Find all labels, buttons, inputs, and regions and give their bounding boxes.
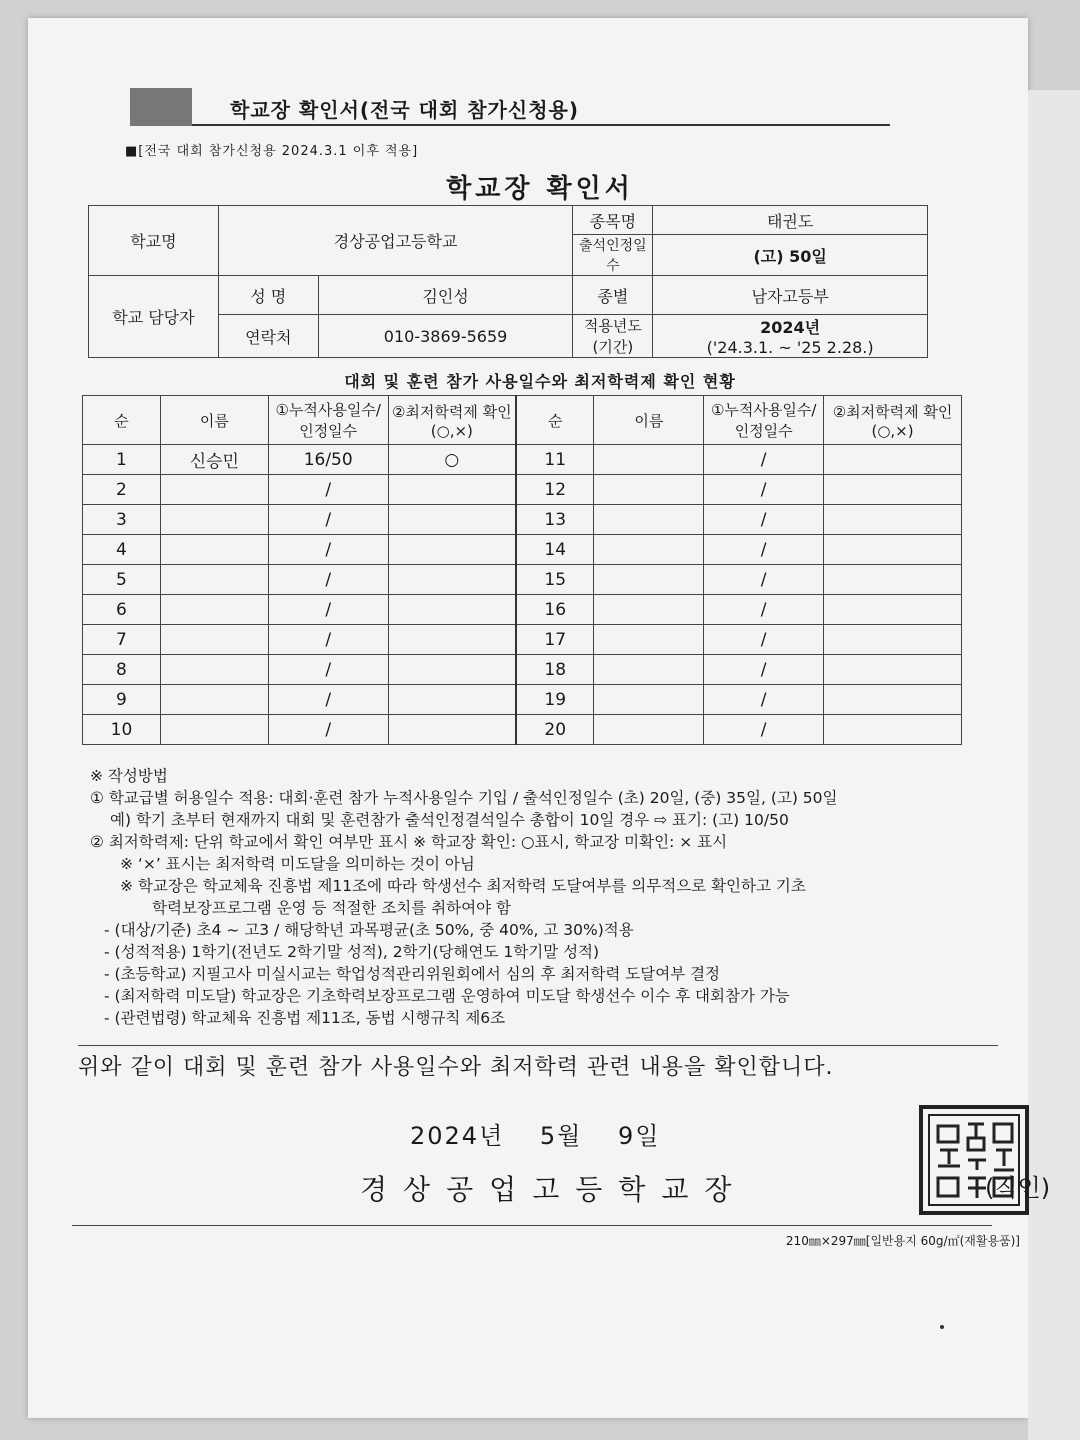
min-check-cell: [824, 625, 962, 655]
used-days-cell: 16/50: [268, 445, 388, 475]
school-name-value: 경상공업고등학교: [218, 206, 573, 276]
row-number-cell: 18: [516, 655, 594, 685]
paper-spec: 210㎜×297㎜[일반용지 60g/㎡(재활용품)]: [785, 1234, 1020, 1248]
used-days-cell: /: [268, 595, 388, 625]
row-number-cell: 9: [83, 685, 161, 715]
min-check-cell: [388, 535, 516, 565]
min-check-cell: [824, 685, 962, 715]
table-row: [83, 715, 962, 745]
header-no-left: 순: [83, 396, 161, 445]
used-days-cell: /: [268, 535, 388, 565]
sport-label: 종목명: [573, 206, 653, 235]
row-number-cell: 11: [516, 445, 594, 475]
min-check-cell: [824, 595, 962, 625]
used-days-cell: /: [268, 715, 388, 745]
note-heading: ※ 작성방법: [90, 767, 168, 785]
table-row: [83, 505, 962, 535]
category-label: 종별: [573, 276, 653, 315]
school-name-label: 학교명: [89, 206, 219, 276]
min-check-cell: [388, 595, 516, 625]
row-number-cell: 5: [83, 565, 161, 595]
used-days-cell: /: [704, 685, 824, 715]
name-label: 성 명: [218, 276, 318, 315]
student-name-cell: [594, 655, 704, 685]
used-days-cell: /: [704, 655, 824, 685]
min-check-cell: [824, 565, 962, 595]
confirmation-statement: 위와 같이 대회 및 훈련 참가 사용일수와 최저학력 관련 내용을 확인합니다.: [78, 1045, 998, 1081]
student-name-cell: [594, 685, 704, 715]
row-number-cell: 19: [516, 685, 594, 715]
date-day: 9일: [618, 1122, 661, 1150]
note-item: - (성적적용) 1학기(전년도 2학기말 성적), 2학기(당해연도 1학기말 성적): [104, 943, 600, 961]
student-name-cell: [594, 565, 704, 595]
paper-mark: [940, 1325, 944, 1329]
applicability-note: ■[전국 대회 참가신청용 2024.3.1 이후 적용]: [125, 144, 419, 159]
seal-label: (직인): [985, 1174, 1051, 1202]
info-table: [88, 205, 928, 358]
used-days-cell: /: [704, 625, 824, 655]
note-item: ① 학교급별 허용일수 적용: 대회·훈련 참가 누적사용일수 기입 / 출석인정일수 (초) 20일, (중) 35일, (고) 50일: [90, 789, 838, 807]
header-days-right: ①누적사용일수/인정일수: [704, 396, 824, 445]
table-row: [83, 655, 962, 685]
row-number-cell: 16: [516, 595, 594, 625]
row-number-cell: 13: [516, 505, 594, 535]
table-header-row: [83, 396, 962, 445]
row-number-cell: 8: [83, 655, 161, 685]
instructions: [90, 765, 990, 1029]
used-days-cell: /: [704, 505, 824, 535]
used-days-cell: /: [268, 625, 388, 655]
attendance-value: (고) 50일: [653, 235, 928, 276]
min-check-cell: [388, 655, 516, 685]
header-days-left: ①누적사용일수/인정일수: [268, 396, 388, 445]
header-bar: [130, 88, 890, 126]
note-item: ※ ‘×’ 표시는 최저학력 미도달을 의미하는 것이 아님: [120, 855, 475, 873]
manager-label: 학교 담당자: [89, 276, 219, 358]
min-check-cell: [824, 445, 962, 475]
header-title: 학교장 확인서(전국 대회 참가신청용): [230, 98, 579, 122]
table-row: [83, 595, 962, 625]
row-number-cell: 4: [83, 535, 161, 565]
attendance-label: 출석인정일수: [573, 235, 653, 276]
min-check-cell: [388, 685, 516, 715]
table-body: [83, 445, 962, 745]
student-name-cell: [160, 655, 268, 685]
header-min-right: ②최저학력제 확인(○,×): [824, 396, 962, 445]
date-year: 2024년: [410, 1122, 505, 1150]
row-number-cell: 15: [516, 565, 594, 595]
min-check-cell: [824, 715, 962, 745]
row-number-cell: 10: [83, 715, 161, 745]
row-number-cell: 7: [83, 625, 161, 655]
table-row: [83, 535, 962, 565]
student-name-cell: [594, 445, 704, 475]
student-name-cell: 신승민: [160, 445, 268, 475]
header-no-right: 순: [516, 396, 594, 445]
student-name-cell: [160, 565, 268, 595]
footer-divider: [72, 1225, 992, 1226]
student-name-cell: [160, 715, 268, 745]
row-number-cell: 14: [516, 535, 594, 565]
used-days-cell: /: [704, 715, 824, 745]
header-name-left: 이름: [160, 396, 268, 445]
category-value: 남자고등부: [653, 276, 928, 315]
min-check-cell: [824, 535, 962, 565]
participation-table: [82, 395, 962, 745]
year-value: 2024년: [760, 318, 821, 337]
background-edge: [1028, 90, 1080, 1440]
note-item: 예) 학기 초부터 현재까지 대회 및 훈련참가 출석인정결석일수 총합이 10일 경우 ⇨ 표기: (고) 10/50: [110, 811, 789, 829]
used-days-cell: /: [268, 505, 388, 535]
min-check-cell: [388, 505, 516, 535]
used-days-cell: /: [268, 565, 388, 595]
note-item: ② 최저학력제: 단위 학교에서 확인 여부만 표시 ※ 학교장 확인: ○표시, 학교장 미확인: × 표시: [90, 833, 728, 851]
row-number-cell: 2: [83, 475, 161, 505]
used-days-cell: /: [704, 535, 824, 565]
row-number-cell: 17: [516, 625, 594, 655]
min-check-cell: [824, 475, 962, 505]
min-check-cell: [388, 565, 516, 595]
contact-value: 010-3869-5659: [318, 315, 573, 358]
student-name-cell: [160, 685, 268, 715]
table-row: [83, 565, 962, 595]
student-name-cell: [594, 595, 704, 625]
date-month: 5월: [539, 1122, 583, 1150]
used-days-cell: /: [268, 655, 388, 685]
row-number-cell: 20: [516, 715, 594, 745]
note-item: 학력보장프로그램 운영 등 적절한 조치를 취하여야 함: [152, 899, 511, 917]
issue-date: [410, 1116, 686, 1151]
row-number-cell: 6: [83, 595, 161, 625]
student-name-cell: [594, 505, 704, 535]
header-name-right: 이름: [594, 396, 704, 445]
used-days-cell: /: [268, 475, 388, 505]
contact-label: 연락처: [218, 315, 318, 358]
header-min-left: ②최저학력제 확인(○,×): [388, 396, 516, 445]
used-days-cell: /: [704, 565, 824, 595]
table-row: [83, 625, 962, 655]
year-cell: [653, 315, 928, 358]
student-name-cell: [160, 595, 268, 625]
note-item: ※ 학교장은 학교체육 진흥법 제11조에 따라 학생선수 최저학력 도달여부를 의무적으로 확인하고 기초: [120, 877, 806, 895]
student-name-cell: [160, 475, 268, 505]
year-label: 적용년도 (기간): [573, 315, 653, 358]
table-row: [83, 685, 962, 715]
note-item: - (초등학교) 지필고사 미실시교는 학업성적관리위원회에서 심의 후 최저학력 도달여부 결정: [104, 965, 721, 983]
used-days-cell: /: [704, 475, 824, 505]
principal-title: 경상공업고등학교장: [360, 1173, 748, 1206]
used-days-cell: /: [704, 595, 824, 625]
min-check-cell: [388, 715, 516, 745]
student-name-cell: [160, 625, 268, 655]
note-item: - (대상/기준) 초4 ~ 고3 / 해당학년 과목평균(초 50%, 중 40%, 고 30%)적용: [104, 921, 634, 939]
header-block: [130, 88, 192, 126]
table-row: [83, 445, 962, 475]
period-value: ('24.3.1. ~ '25 2.28.): [706, 338, 874, 357]
table-row: [83, 475, 962, 505]
student-name-cell: [594, 715, 704, 745]
used-days-cell: /: [268, 685, 388, 715]
student-name-cell: [594, 475, 704, 505]
student-name-cell: [160, 505, 268, 535]
min-check-cell: [824, 505, 962, 535]
student-name-cell: [160, 535, 268, 565]
row-number-cell: 3: [83, 505, 161, 535]
page-title: 학교장 확인서: [446, 174, 634, 204]
min-check-cell: ○: [388, 445, 516, 475]
min-check-cell: [388, 475, 516, 505]
used-days-cell: /: [704, 445, 824, 475]
row-number-cell: 1: [83, 445, 161, 475]
student-name-cell: [594, 625, 704, 655]
note-item: - (최저학력 미도달) 학교장은 기초학력보장프로그램 운영하여 미도달 학생선수 이수 후 대회참가 가능: [104, 987, 790, 1005]
note-item: - (관련법령) 학교체육 진흥법 제11조, 동법 시행규칙 제6조: [104, 1009, 506, 1027]
student-name-cell: [594, 535, 704, 565]
name-value: 김인성: [318, 276, 573, 315]
min-check-cell: [824, 655, 962, 685]
min-check-cell: [388, 625, 516, 655]
section-title: 대회 및 훈련 참가 사용일수와 최저학력제 확인 현황: [344, 372, 736, 391]
row-number-cell: 12: [516, 475, 594, 505]
sport-value: 태권도: [653, 206, 928, 235]
